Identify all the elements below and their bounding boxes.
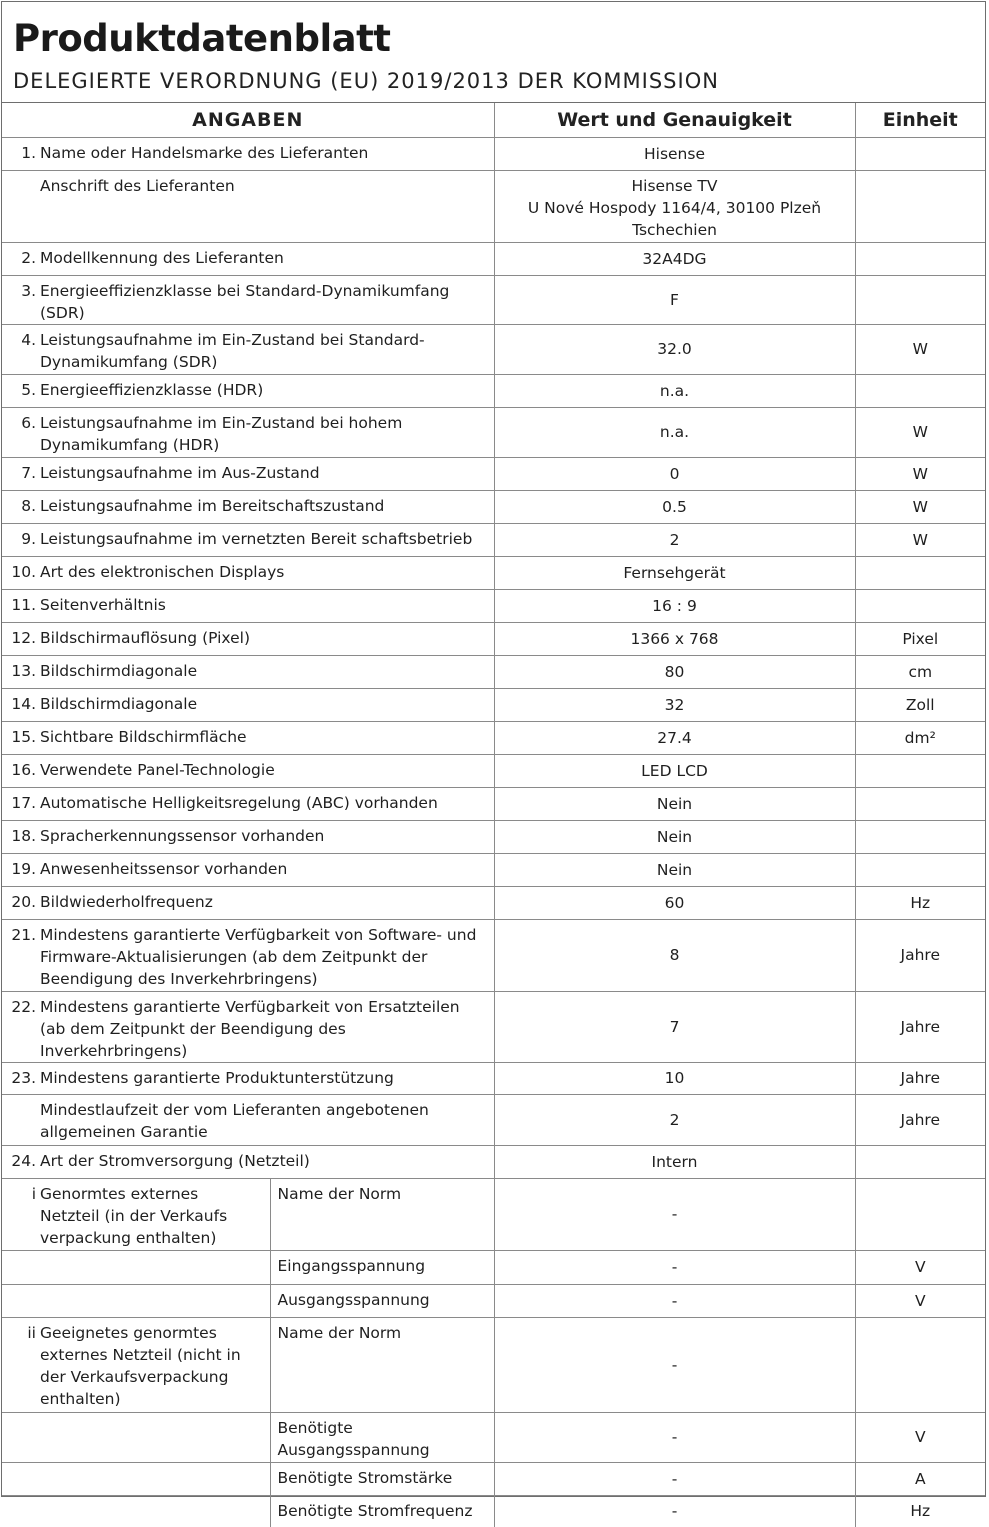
power-supply-group-cell [2, 1412, 270, 1462]
row-unit: Hz [855, 886, 985, 919]
row-value: F [494, 275, 855, 324]
row-value: 32A4DG [494, 242, 855, 275]
row-number: 8. [21, 496, 36, 515]
power-supply-unit [855, 1178, 985, 1250]
row-value: 60 [494, 886, 855, 919]
row-label: Energieeffizienzklasse bei Standard-Dynamikumfang (SDR) [40, 281, 450, 322]
power-supply-group-cell [2, 1178, 270, 1250]
row-value: Nein [494, 787, 855, 820]
row-value-line: Hisense TV [631, 176, 718, 195]
row-value: n.a. [494, 374, 855, 407]
table-row [2, 324, 985, 374]
row-unit: Jahre [855, 1094, 985, 1145]
row-label: Bildschirmauflösung (Pixel) [40, 628, 251, 647]
power-supply-group-number: i [31, 1184, 36, 1203]
row-label: Bildschirmdiagonale [40, 694, 198, 713]
row-label: Mindestens garantierte Verfügbarkeit von Ersatzteilen (ab dem Zeitpunkt der Beendigung des Inverkehrbringens) [40, 997, 460, 1060]
row-value: 1366 x 768 [494, 622, 855, 655]
row-value: 0 [494, 457, 855, 490]
power-supply-group-cell [2, 1317, 270, 1412]
row-value: 10 [494, 1062, 855, 1094]
row-unit: Jahre [855, 991, 985, 1062]
row-unit [855, 275, 985, 324]
row-unit [855, 374, 985, 407]
row-unit: Jahre [855, 1062, 985, 1094]
row-value: 32.0 [494, 324, 855, 374]
row-unit: cm [855, 655, 985, 688]
row-unit: W [855, 407, 985, 457]
row-unit: Pixel [855, 622, 985, 655]
row-value: 80 [494, 655, 855, 688]
row-number: 2. [21, 248, 36, 267]
row-unit [855, 820, 985, 853]
row-unit [855, 137, 985, 170]
power-supply-group-label: Genormtes externes Netzteil (in der Verkaufs verpackung enthalten) [40, 1184, 228, 1247]
row-value: 27.4 [494, 721, 855, 754]
table-row [2, 886, 985, 919]
datasheet-table [2, 103, 985, 1527]
row-number: 12. [11, 628, 36, 647]
row-label-cell [2, 1145, 494, 1178]
row-label-cell [2, 1094, 494, 1145]
row-label: Mindestens garantierte Verfügbarkeit von Software- und Firmware-Aktualisierungen (ab dem Zeitpunkt der Beendigung des Inverkehrbringens) [40, 925, 477, 988]
row-label: Sichtbare Bildschirmfläche [40, 727, 247, 746]
row-value-line: Tschechien [632, 220, 717, 239]
row-label-cell [2, 919, 494, 991]
row-value: 8 [494, 919, 855, 991]
row-value: Nein [494, 820, 855, 853]
power-supply-group-cell [2, 1250, 270, 1284]
power-supply-value: - [494, 1495, 855, 1527]
table-row [2, 490, 985, 523]
row-label: Seitenverhältnis [40, 595, 166, 614]
row-value: Fernsehgerät [494, 556, 855, 589]
sheet-header [2, 2, 985, 103]
power-supply-unit: Hz [855, 1495, 985, 1527]
row-unit: W [855, 490, 985, 523]
row-label-cell [2, 1062, 494, 1094]
row-label: Spracherkennungssensor vorhanden [40, 826, 325, 845]
row-number: 9. [21, 529, 36, 548]
row-number: 23. [11, 1068, 36, 1087]
table-row [2, 853, 985, 886]
row-unit: Jahre [855, 919, 985, 991]
power-supply-group-label: Geeignetes genormtes externes Netzteil (nicht in der Verkaufsverpackung enthalten) [40, 1323, 241, 1408]
row-label: Leistungsaufnahme im vernetzten Bereit schaftsbetrieb [40, 529, 473, 548]
row-value: 7 [494, 991, 855, 1062]
table-row [2, 754, 985, 787]
table-row [2, 523, 985, 556]
table-row [2, 1094, 985, 1145]
row-number: 19. [11, 859, 36, 878]
power-supply-unit: V [855, 1250, 985, 1284]
row-value: Hisense [494, 137, 855, 170]
row-value: LED LCD [494, 754, 855, 787]
row-unit [855, 853, 985, 886]
table-row [2, 721, 985, 754]
row-label: Mindestlaufzeit der vom Lieferanten angebotenen allgemeinen Garantie [40, 1100, 429, 1141]
row-label: Verwendete Panel-Technologie [40, 760, 275, 779]
power-supply-parameter: Benötigte Stromfrequenz [270, 1495, 494, 1527]
row-unit [855, 1145, 985, 1178]
row-value: n.a. [494, 407, 855, 457]
power-supply-group-cell [2, 1284, 270, 1317]
row-number: 14. [11, 694, 36, 713]
row-unit: W [855, 457, 985, 490]
row-unit [855, 556, 985, 589]
power-supply-value: - [494, 1178, 855, 1250]
power-supply-unit: V [855, 1412, 985, 1462]
row-unit [855, 787, 985, 820]
row-label: Mindestens garantierte Produktunterstützung [40, 1068, 394, 1087]
row-label-cell [2, 787, 494, 820]
page-title: Produktdatenblatt [13, 17, 391, 60]
row-label-cell [2, 324, 494, 374]
power-supply-row [2, 1178, 985, 1250]
row-label: Leistungsaufnahme im Ein-Zustand bei hohem Dynamikumfang (HDR) [40, 413, 403, 454]
column-header-wert: Wert und Genauigkeit [494, 103, 855, 137]
row-label-cell [2, 242, 494, 275]
row-number: 1. [21, 143, 36, 162]
row-value: Intern [494, 1145, 855, 1178]
table-row [2, 137, 985, 170]
row-unit: W [855, 523, 985, 556]
row-number: 7. [21, 463, 36, 482]
row-unit: dm² [855, 721, 985, 754]
power-supply-unit: A [855, 1462, 985, 1495]
power-supply-parameter: Benötigte Stromstärke [270, 1462, 494, 1495]
table-row [2, 589, 985, 622]
row-label-cell [2, 556, 494, 589]
power-supply-parameter: Eingangsspannung [270, 1250, 494, 1284]
row-number: 17. [11, 793, 36, 812]
power-supply-parameter: Ausgangsspannung [270, 1284, 494, 1317]
row-label-cell [2, 886, 494, 919]
row-label-cell [2, 820, 494, 853]
row-label: Leistungsaufnahme im Bereitschaftszustand [40, 496, 385, 515]
table-row [2, 919, 985, 991]
power-supply-row [2, 1284, 985, 1317]
table-row [2, 457, 985, 490]
power-supply-parameter: Benötigte Ausgangsspannung [270, 1412, 494, 1462]
table-row [2, 688, 985, 721]
table-row [2, 991, 985, 1062]
product-data-sheet [1, 1, 986, 1521]
row-number [2, 175, 40, 197]
row-value [494, 170, 855, 242]
row-number: 13. [11, 661, 36, 680]
row-label: Leistungsaufnahme im Ein-Zustand bei Standard-Dynamikumfang (SDR) [40, 330, 425, 371]
row-number: 3. [21, 281, 36, 300]
power-supply-unit: V [855, 1284, 985, 1317]
table-row [2, 275, 985, 324]
row-number: 22. [11, 997, 36, 1016]
row-label-cell [2, 490, 494, 523]
row-unit [855, 242, 985, 275]
row-value: 2 [494, 1094, 855, 1145]
row-number: 24. [11, 1151, 36, 1170]
power-supply-parameter: Name der Norm [270, 1317, 494, 1412]
table-row [2, 407, 985, 457]
power-supply-group-number: ii [27, 1323, 36, 1342]
power-supply-parameter: Name der Norm [270, 1178, 494, 1250]
table-row [2, 374, 985, 407]
row-label: Art der Stromversorgung (Netzteil) [40, 1151, 310, 1170]
row-label-cell [2, 170, 494, 242]
row-label: Anschrift des Lieferanten [40, 176, 235, 195]
table-row [2, 1062, 985, 1094]
row-label: Energieeffizienzklasse (HDR) [40, 380, 264, 399]
column-header-angaben: ANGABEN [2, 103, 494, 137]
table-row [2, 655, 985, 688]
row-unit [855, 754, 985, 787]
power-supply-row [2, 1462, 985, 1495]
row-number: 4. [21, 330, 36, 349]
row-label-cell [2, 991, 494, 1062]
table-row [2, 556, 985, 589]
row-unit [855, 589, 985, 622]
row-label: Name oder Handelsmarke des Lieferanten [40, 143, 369, 162]
row-label: Bildschirmdiagonale [40, 661, 198, 680]
row-number: 21. [11, 925, 36, 944]
table-row [2, 820, 985, 853]
row-label: Automatische Helligkeitsregelung (ABC) vorhanden [40, 793, 438, 812]
row-label-cell [2, 374, 494, 407]
row-number: 10. [11, 562, 36, 581]
table-row [2, 1145, 985, 1178]
row-value-line: U Nové Hospody 1164/4, 30100 Plzeň [527, 198, 822, 217]
row-unit: W [855, 324, 985, 374]
row-number [2, 1099, 40, 1143]
power-supply-row [2, 1412, 985, 1462]
page-subtitle: DELEGIERTE VERORDNUNG (EU) 2019/2013 DER KOMMISSION [13, 69, 719, 93]
row-number: 18. [11, 826, 36, 845]
power-supply-value: - [494, 1462, 855, 1495]
row-label: Anwesenheitssensor vorhanden [40, 859, 288, 878]
table-header-row [2, 103, 985, 137]
row-number: 16. [11, 760, 36, 779]
power-supply-group-cell [2, 1462, 270, 1495]
row-value: 32 [494, 688, 855, 721]
row-number: 20. [11, 892, 36, 911]
power-supply-unit [855, 1317, 985, 1412]
power-supply-value: - [494, 1250, 855, 1284]
row-unit [855, 170, 985, 242]
row-value: 2 [494, 523, 855, 556]
row-label-cell [2, 457, 494, 490]
row-label: Bildwiederholfrequenz [40, 892, 213, 911]
table-row [2, 170, 985, 242]
row-label-cell [2, 655, 494, 688]
table-row [2, 787, 985, 820]
row-label-cell [2, 721, 494, 754]
row-label-cell [2, 754, 494, 787]
row-number: 5. [21, 380, 36, 399]
row-value: 0.5 [494, 490, 855, 523]
column-header-einheit: Einheit [855, 103, 985, 137]
row-label-cell [2, 523, 494, 556]
row-number: 11. [11, 595, 36, 614]
row-label-cell [2, 853, 494, 886]
row-label-cell [2, 622, 494, 655]
table-row [2, 242, 985, 275]
power-supply-row [2, 1317, 985, 1412]
row-unit: Zoll [855, 688, 985, 721]
power-supply-value: - [494, 1412, 855, 1462]
power-supply-value: - [494, 1317, 855, 1412]
row-label-cell [2, 137, 494, 170]
row-value: Nein [494, 853, 855, 886]
power-supply-value: - [494, 1284, 855, 1317]
row-label-cell [2, 275, 494, 324]
row-label: Modellkennung des Lieferanten [40, 248, 284, 267]
row-label: Leistungsaufnahme im Aus-Zustand [40, 463, 320, 482]
row-label-cell [2, 407, 494, 457]
row-number: 15. [11, 727, 36, 746]
row-label-cell [2, 688, 494, 721]
row-number: 6. [21, 413, 36, 432]
table-row [2, 622, 985, 655]
power-supply-row [2, 1250, 985, 1284]
row-label-cell [2, 589, 494, 622]
row-value: 16 : 9 [494, 589, 855, 622]
row-label: Art des elektronischen Displays [40, 562, 285, 581]
